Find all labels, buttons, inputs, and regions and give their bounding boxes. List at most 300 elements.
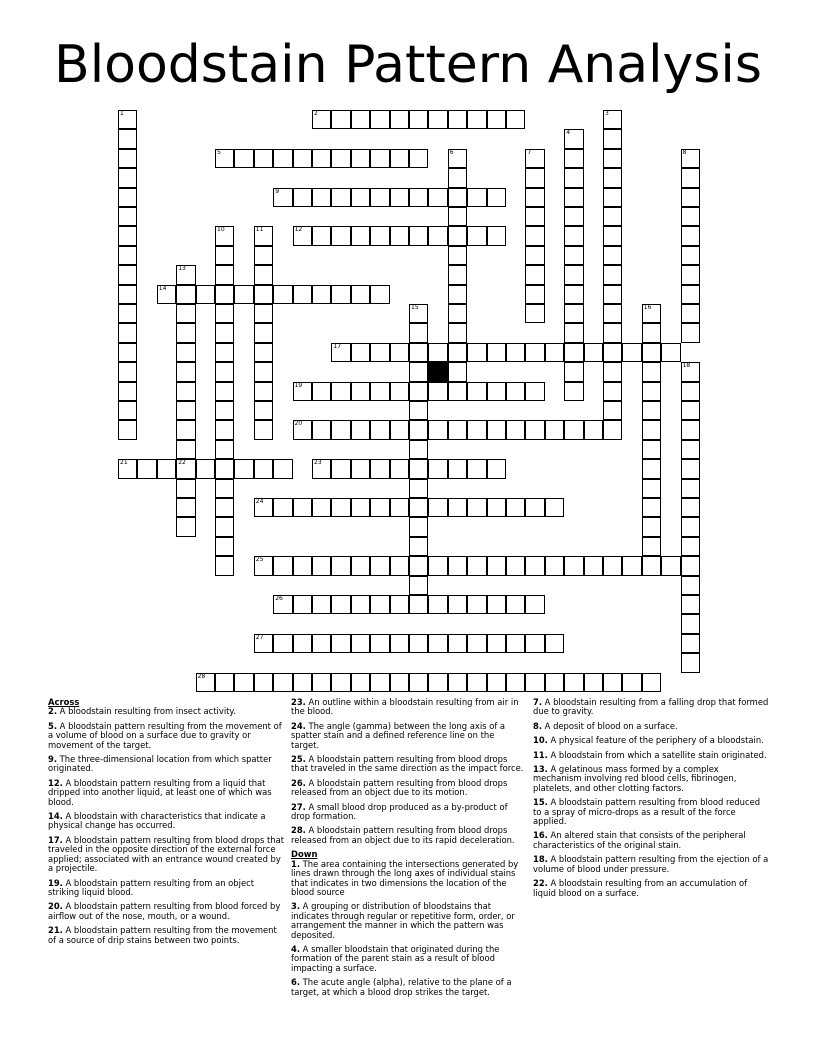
grid-cell[interactable]: [428, 343, 447, 362]
grid-cell[interactable]: [196, 285, 215, 304]
grid-cell[interactable]: [681, 420, 700, 439]
grid-cell[interactable]: [118, 207, 137, 226]
grid-cell[interactable]: [351, 149, 370, 168]
grid-cell[interactable]: [312, 382, 331, 401]
grid-cell[interactable]: [564, 246, 583, 265]
grid-cell[interactable]: [234, 459, 253, 478]
grid-cell[interactable]: [487, 556, 506, 575]
grid-cell[interactable]: [254, 420, 273, 439]
grid-cell[interactable]: [525, 246, 544, 265]
grid-cell[interactable]: [293, 673, 312, 692]
grid-cell[interactable]: [603, 226, 622, 245]
grid-cell[interactable]: [448, 323, 467, 342]
grid-cell[interactable]: [312, 459, 331, 478]
grid-cell[interactable]: [215, 304, 234, 323]
grid-cell[interactable]: [681, 401, 700, 420]
grid-cell[interactable]: [506, 382, 525, 401]
grid-cell[interactable]: [681, 304, 700, 323]
grid-cell[interactable]: [448, 362, 467, 381]
grid-cell[interactable]: [312, 110, 331, 129]
grid-cell[interactable]: [273, 188, 292, 207]
grid-cell[interactable]: [564, 323, 583, 342]
grid-cell[interactable]: [118, 401, 137, 420]
grid-cell[interactable]: [351, 634, 370, 653]
grid-cell[interactable]: [525, 188, 544, 207]
grid-cell[interactable]: [603, 343, 622, 362]
grid-cell[interactable]: [215, 479, 234, 498]
grid-cell[interactable]: [273, 556, 292, 575]
grid-cell[interactable]: [642, 304, 661, 323]
grid-cell[interactable]: [564, 265, 583, 284]
grid-cell[interactable]: [273, 149, 292, 168]
grid-cell[interactable]: [331, 110, 350, 129]
grid-cell[interactable]: [525, 343, 544, 362]
grid-cell[interactable]: [448, 207, 467, 226]
grid-cell[interactable]: [118, 382, 137, 401]
grid-cell[interactable]: [622, 673, 641, 692]
grid-cell[interactable]: [390, 420, 409, 439]
grid-cell[interactable]: [681, 556, 700, 575]
grid-cell[interactable]: [273, 459, 292, 478]
grid-cell[interactable]: [331, 634, 350, 653]
grid-cell[interactable]: [525, 420, 544, 439]
grid-cell[interactable]: [506, 110, 525, 129]
grid-cell[interactable]: [351, 673, 370, 692]
grid-cell[interactable]: [351, 556, 370, 575]
grid-cell[interactable]: [681, 246, 700, 265]
grid-cell[interactable]: [118, 285, 137, 304]
grid-cell[interactable]: [603, 207, 622, 226]
grid-cell[interactable]: [312, 285, 331, 304]
grid-cell[interactable]: [564, 207, 583, 226]
grid-cell[interactable]: [254, 556, 273, 575]
grid-cell[interactable]: [331, 498, 350, 517]
grid-cell[interactable]: [254, 362, 273, 381]
grid-cell[interactable]: [351, 420, 370, 439]
grid-cell[interactable]: [448, 188, 467, 207]
grid-cell[interactable]: [525, 207, 544, 226]
grid-cell[interactable]: [603, 556, 622, 575]
grid-cell[interactable]: [215, 517, 234, 536]
grid-cell[interactable]: [642, 362, 661, 381]
grid-cell[interactable]: [196, 673, 215, 692]
grid-cell[interactable]: [118, 343, 137, 362]
grid-cell[interactable]: [661, 556, 680, 575]
grid-cell[interactable]: [467, 459, 486, 478]
grid-cell[interactable]: [603, 188, 622, 207]
grid-cell[interactable]: [545, 673, 564, 692]
grid-cell[interactable]: [428, 226, 447, 245]
grid-cell[interactable]: [293, 498, 312, 517]
grid-cell[interactable]: [506, 556, 525, 575]
grid-cell[interactable]: [254, 343, 273, 362]
grid-cell[interactable]: [661, 343, 680, 362]
grid-cell[interactable]: [254, 634, 273, 653]
grid-cell[interactable]: [681, 498, 700, 517]
grid-cell[interactable]: [293, 634, 312, 653]
grid-cell[interactable]: [681, 576, 700, 595]
grid-cell[interactable]: [681, 459, 700, 478]
grid-cell[interactable]: [487, 595, 506, 614]
grid-cell[interactable]: [681, 634, 700, 653]
grid-cell[interactable]: [293, 595, 312, 614]
grid-cell[interactable]: [525, 382, 544, 401]
grid-cell[interactable]: [176, 304, 195, 323]
grid-cell[interactable]: [681, 362, 700, 381]
grid-cell[interactable]: [254, 285, 273, 304]
grid-cell[interactable]: [370, 595, 389, 614]
grid-cell[interactable]: [642, 343, 661, 362]
grid-cell[interactable]: [254, 673, 273, 692]
grid-cell[interactable]: [312, 634, 331, 653]
grid-cell[interactable]: [525, 634, 544, 653]
grid-cell[interactable]: [370, 188, 389, 207]
grid-cell[interactable]: [448, 459, 467, 478]
grid-cell[interactable]: [681, 207, 700, 226]
grid-cell[interactable]: [370, 498, 389, 517]
grid-cell[interactable]: [584, 673, 603, 692]
grid-cell[interactable]: [293, 149, 312, 168]
grid-cell[interactable]: [603, 382, 622, 401]
grid-cell[interactable]: [254, 304, 273, 323]
grid-cell[interactable]: [118, 323, 137, 342]
grid-cell[interactable]: [273, 673, 292, 692]
grid-cell[interactable]: [390, 498, 409, 517]
grid-cell[interactable]: [564, 420, 583, 439]
grid-cell[interactable]: [254, 246, 273, 265]
grid-cell[interactable]: [564, 343, 583, 362]
grid-cell[interactable]: [351, 595, 370, 614]
grid-cell[interactable]: [409, 304, 428, 323]
grid-cell[interactable]: [273, 285, 292, 304]
grid-cell[interactable]: [215, 343, 234, 362]
grid-cell[interactable]: [603, 129, 622, 148]
grid-cell[interactable]: [215, 420, 234, 439]
grid-cell[interactable]: [681, 537, 700, 556]
grid-cell[interactable]: [584, 420, 603, 439]
grid-cell[interactable]: [215, 362, 234, 381]
grid-cell[interactable]: [603, 401, 622, 420]
grid-cell[interactable]: [525, 498, 544, 517]
grid-cell[interactable]: [176, 285, 195, 304]
grid-cell[interactable]: [215, 673, 234, 692]
grid-cell[interactable]: [409, 149, 428, 168]
grid-cell[interactable]: [370, 673, 389, 692]
grid-cell[interactable]: [118, 188, 137, 207]
grid-cell[interactable]: [467, 226, 486, 245]
grid-cell[interactable]: [642, 401, 661, 420]
grid-cell[interactable]: [564, 304, 583, 323]
grid-cell[interactable]: [370, 285, 389, 304]
grid-cell[interactable]: [545, 634, 564, 653]
grid-cell[interactable]: [390, 673, 409, 692]
grid-cell[interactable]: [428, 673, 447, 692]
grid-cell[interactable]: [176, 265, 195, 284]
grid-cell[interactable]: [506, 673, 525, 692]
grid-cell[interactable]: [487, 226, 506, 245]
grid-cell[interactable]: [681, 265, 700, 284]
grid-cell[interactable]: [506, 343, 525, 362]
grid-cell[interactable]: [409, 440, 428, 459]
grid-cell[interactable]: [293, 285, 312, 304]
grid-cell[interactable]: [118, 362, 137, 381]
grid-cell[interactable]: [487, 188, 506, 207]
grid-cell[interactable]: [409, 459, 428, 478]
grid-cell[interactable]: [603, 285, 622, 304]
grid-cell[interactable]: [390, 149, 409, 168]
grid-cell[interactable]: [118, 129, 137, 148]
grid-cell[interactable]: [254, 498, 273, 517]
grid-cell[interactable]: [390, 595, 409, 614]
grid-cell[interactable]: [409, 110, 428, 129]
grid-cell[interactable]: [118, 459, 137, 478]
grid-cell[interactable]: [118, 304, 137, 323]
grid-cell[interactable]: [176, 323, 195, 342]
grid-cell[interactable]: [564, 226, 583, 245]
grid-cell[interactable]: [370, 634, 389, 653]
grid-cell[interactable]: [525, 226, 544, 245]
grid-cell[interactable]: [390, 382, 409, 401]
grid-cell[interactable]: [215, 498, 234, 517]
grid-cell[interactable]: [564, 556, 583, 575]
grid-cell[interactable]: [545, 498, 564, 517]
grid-cell[interactable]: [603, 168, 622, 187]
grid-cell[interactable]: [215, 459, 234, 478]
grid-cell[interactable]: [487, 343, 506, 362]
grid-cell[interactable]: [254, 265, 273, 284]
grid-cell[interactable]: [312, 226, 331, 245]
grid-cell[interactable]: [331, 382, 350, 401]
grid-cell[interactable]: [428, 420, 447, 439]
grid-cell[interactable]: [370, 343, 389, 362]
grid-cell[interactable]: [448, 110, 467, 129]
grid-cell[interactable]: [428, 556, 447, 575]
grid-cell[interactable]: [642, 420, 661, 439]
grid-cell[interactable]: [176, 343, 195, 362]
grid-cell[interactable]: [176, 420, 195, 439]
grid-cell[interactable]: [487, 498, 506, 517]
grid-cell[interactable]: [467, 420, 486, 439]
grid-cell[interactable]: [254, 401, 273, 420]
grid-cell[interactable]: [409, 537, 428, 556]
grid-cell[interactable]: [428, 110, 447, 129]
grid-cell[interactable]: [681, 285, 700, 304]
grid-cell[interactable]: [215, 401, 234, 420]
grid-cell[interactable]: [448, 265, 467, 284]
grid-cell[interactable]: [351, 459, 370, 478]
grid-cell[interactable]: [409, 188, 428, 207]
grid-cell[interactable]: [525, 304, 544, 323]
grid-cell[interactable]: [525, 556, 544, 575]
grid-cell[interactable]: [409, 576, 428, 595]
grid-cell[interactable]: [681, 614, 700, 633]
grid-cell[interactable]: [467, 343, 486, 362]
grid-cell[interactable]: [564, 188, 583, 207]
grid-cell[interactable]: [487, 110, 506, 129]
grid-cell[interactable]: [390, 556, 409, 575]
grid-cell[interactable]: [273, 498, 292, 517]
grid-cell[interactable]: [370, 556, 389, 575]
grid-cell[interactable]: [370, 459, 389, 478]
grid-cell[interactable]: [448, 285, 467, 304]
grid-cell[interactable]: [118, 226, 137, 245]
grid-cell[interactable]: [312, 149, 331, 168]
grid-cell[interactable]: [312, 420, 331, 439]
grid-cell[interactable]: [409, 673, 428, 692]
grid-cell[interactable]: [312, 673, 331, 692]
grid-cell[interactable]: [448, 673, 467, 692]
grid-cell[interactable]: [409, 420, 428, 439]
grid-cell[interactable]: [487, 673, 506, 692]
grid-cell[interactable]: [409, 498, 428, 517]
grid-cell[interactable]: [448, 149, 467, 168]
grid-cell[interactable]: [487, 459, 506, 478]
grid-cell[interactable]: [525, 265, 544, 284]
grid-cell[interactable]: [603, 110, 622, 129]
grid-cell[interactable]: [467, 110, 486, 129]
grid-cell[interactable]: [603, 149, 622, 168]
grid-cell[interactable]: [428, 634, 447, 653]
grid-cell[interactable]: [428, 498, 447, 517]
grid-cell[interactable]: [603, 673, 622, 692]
grid-cell[interactable]: [545, 556, 564, 575]
grid-cell[interactable]: [331, 149, 350, 168]
grid-cell[interactable]: [215, 149, 234, 168]
grid-cell[interactable]: [467, 382, 486, 401]
grid-cell[interactable]: [448, 498, 467, 517]
grid-cell[interactable]: [331, 556, 350, 575]
grid-cell[interactable]: [448, 595, 467, 614]
grid-cell[interactable]: [409, 323, 428, 342]
grid-cell[interactable]: [409, 556, 428, 575]
grid-cell[interactable]: [409, 401, 428, 420]
grid-cell[interactable]: [603, 323, 622, 342]
grid-cell[interactable]: [642, 382, 661, 401]
grid-cell[interactable]: [293, 188, 312, 207]
grid-cell[interactable]: [642, 517, 661, 536]
grid-cell[interactable]: [428, 382, 447, 401]
grid-cell[interactable]: [370, 420, 389, 439]
grid-cell[interactable]: [312, 556, 331, 575]
grid-cell[interactable]: [642, 673, 661, 692]
grid-cell[interactable]: [487, 634, 506, 653]
grid-cell[interactable]: [215, 226, 234, 245]
grid-cell[interactable]: [370, 110, 389, 129]
grid-cell[interactable]: [331, 420, 350, 439]
grid-cell[interactable]: [254, 149, 273, 168]
grid-cell[interactable]: [409, 226, 428, 245]
grid-cell[interactable]: [409, 634, 428, 653]
grid-cell[interactable]: [642, 323, 661, 342]
grid-cell[interactable]: [603, 246, 622, 265]
grid-cell[interactable]: [370, 226, 389, 245]
grid-cell[interactable]: [390, 459, 409, 478]
grid-cell[interactable]: [525, 595, 544, 614]
grid-cell[interactable]: [331, 673, 350, 692]
grid-cell[interactable]: [390, 188, 409, 207]
grid-cell[interactable]: [467, 595, 486, 614]
grid-cell[interactable]: [409, 595, 428, 614]
grid-cell[interactable]: [448, 556, 467, 575]
grid-cell[interactable]: [681, 440, 700, 459]
grid-cell[interactable]: [584, 343, 603, 362]
grid-cell[interactable]: [681, 595, 700, 614]
grid-cell[interactable]: [642, 459, 661, 478]
grid-cell[interactable]: [525, 149, 544, 168]
grid-cell[interactable]: [370, 382, 389, 401]
grid-cell[interactable]: [390, 226, 409, 245]
grid-cell[interactable]: [293, 420, 312, 439]
grid-cell[interactable]: [351, 110, 370, 129]
grid-cell[interactable]: [118, 420, 137, 439]
grid-cell[interactable]: [273, 634, 292, 653]
grid-cell[interactable]: [409, 479, 428, 498]
grid-cell[interactable]: [176, 479, 195, 498]
grid-cell[interactable]: [157, 459, 176, 478]
grid-cell[interactable]: [351, 382, 370, 401]
grid-cell[interactable]: [409, 382, 428, 401]
grid-cell[interactable]: [564, 129, 583, 148]
grid-cell[interactable]: [525, 673, 544, 692]
grid-cell[interactable]: [564, 382, 583, 401]
grid-cell[interactable]: [234, 673, 253, 692]
grid-cell[interactable]: [467, 634, 486, 653]
grid-cell[interactable]: [448, 382, 467, 401]
grid-cell[interactable]: [681, 226, 700, 245]
grid-cell[interactable]: [467, 673, 486, 692]
grid-cell[interactable]: [409, 343, 428, 362]
grid-cell[interactable]: [409, 362, 428, 381]
grid-cell[interactable]: [215, 323, 234, 342]
grid-cell[interactable]: [234, 149, 253, 168]
grid-cell[interactable]: [681, 517, 700, 536]
grid-cell[interactable]: [351, 498, 370, 517]
grid-cell[interactable]: [603, 265, 622, 284]
grid-cell[interactable]: [642, 498, 661, 517]
grid-cell[interactable]: [196, 459, 215, 478]
grid-cell[interactable]: [293, 556, 312, 575]
grid-cell[interactable]: [254, 226, 273, 245]
grid-cell[interactable]: [681, 168, 700, 187]
grid-cell[interactable]: [564, 149, 583, 168]
grid-cell[interactable]: [118, 246, 137, 265]
grid-cell[interactable]: [448, 343, 467, 362]
grid-cell[interactable]: [525, 285, 544, 304]
grid-cell[interactable]: [351, 226, 370, 245]
grid-cell[interactable]: [545, 420, 564, 439]
grid-cell[interactable]: [118, 149, 137, 168]
grid-cell[interactable]: [487, 382, 506, 401]
grid-cell[interactable]: [176, 382, 195, 401]
grid-cell[interactable]: [448, 168, 467, 187]
grid-cell[interactable]: [215, 285, 234, 304]
grid-cell[interactable]: [370, 149, 389, 168]
grid-cell[interactable]: [506, 595, 525, 614]
grid-cell[interactable]: [681, 382, 700, 401]
grid-cell[interactable]: [642, 479, 661, 498]
grid-cell[interactable]: [215, 382, 234, 401]
grid-cell[interactable]: [157, 285, 176, 304]
grid-cell[interactable]: [118, 168, 137, 187]
grid-cell[interactable]: [234, 285, 253, 304]
grid-cell[interactable]: [545, 343, 564, 362]
grid-cell[interactable]: [428, 459, 447, 478]
grid-cell[interactable]: [176, 440, 195, 459]
grid-cell[interactable]: [293, 382, 312, 401]
grid-cell[interactable]: [681, 479, 700, 498]
grid-cell[interactable]: [137, 459, 156, 478]
grid-cell[interactable]: [176, 517, 195, 536]
